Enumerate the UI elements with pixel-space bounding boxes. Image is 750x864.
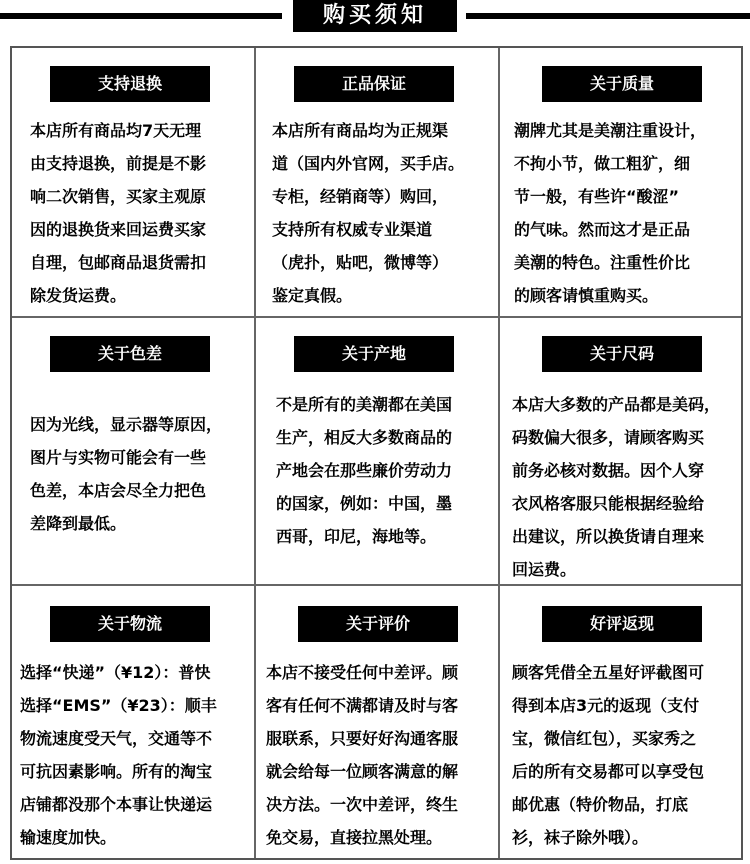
cell-text: 因为光线，显示器等原因， 图片与实物可能会有一些 色差，本店会尽全力把色 差降到最低。 [30, 415, 223, 533]
cell-label: 关于产地 [294, 336, 454, 372]
cell-sizing [500, 318, 743, 584]
cell-text: 本店大多数的产品都是美码， 码数偏大很多，请顾客购买 前务必核对数据。因个人穿 衣风格客服只能根据经验给 出建议，所以换货请自理来 回运费。 [512, 395, 721, 579]
cell-label: 关于物流 [50, 606, 210, 642]
cell-origin [256, 318, 498, 584]
cell-label: 关于尺码 [542, 336, 702, 372]
cell-reviews [256, 586, 498, 858]
page-title: 购买须知 [293, 0, 457, 32]
cell-text: 潮牌尤其是美潮注重设计， 不拘小节，做工粗犷，细 节一般，有些许“酸涩” 的气味。然而这才是正品 美潮的特色。注重性价比 的顾客请慎重购买。 [514, 121, 707, 305]
cell-label: 关于评价 [298, 606, 458, 642]
cell-text: 选择“快递”（¥12）：普快 选择“EMS”（¥23）：顺丰 物流速度受天气，交通等不 可抗因素影响。所有的淘宝 店铺都没那个本事让快递运 输速度加快。 [20, 663, 217, 847]
cell-shipping [12, 586, 254, 858]
cell-label: 正品保证 [294, 66, 454, 102]
cell-text: 本店不接受任何中差评。顾 客有任何不满都请及时与客 服联系，只要好好沟通客服 就会给每一位顾客满意的解 决方法。一次中差评，终生 免交易，直接拉黑处理。 [266, 663, 459, 847]
header-rule-left [0, 13, 282, 19]
cell-cashback [500, 586, 743, 858]
cell-authenticity [256, 48, 498, 316]
cell-quality [500, 48, 743, 316]
cell-label: 支持退换 [50, 66, 210, 102]
cell-text: 顾客凭借全五星好评截图可 得到本店3元的返现（支付 宝，微信红包），买家秀之 后的所有交易都可以享受包 邮优惠（特价物品，打底 衫，袜子除外哦）。 [512, 663, 705, 847]
cell-return-policy [12, 48, 254, 316]
cell-text: 本店所有商品均为正规渠 道（国内外官网，买手店。 专柜，经销商等）购回， 支持所有权威专业渠道 （虎扑，贴吧，微博等） 鉴定真假。 [272, 121, 465, 305]
cell-text: 本店所有商品均7天无理 由支持退换，前提是不影 响二次销售，买家主观原 因的退换货来回运费买家 自理，包邮商品退货需扣 除发货运费。 [30, 121, 207, 305]
cell-label: 关于质量 [542, 66, 702, 102]
cell-label: 好评返现 [542, 606, 702, 642]
notice-grid [10, 46, 743, 860]
cell-label: 关于色差 [50, 336, 210, 372]
cell-color-difference [12, 318, 254, 584]
cell-text: 不是所有的美潮都在美国 生产，相反大多数商品的 产地会在那些廉价劳动力 的国家，例如：中国，墨 西哥，印尼，海地等。 [276, 395, 453, 546]
header-rule-right [466, 13, 750, 19]
page-header [0, 0, 750, 34]
